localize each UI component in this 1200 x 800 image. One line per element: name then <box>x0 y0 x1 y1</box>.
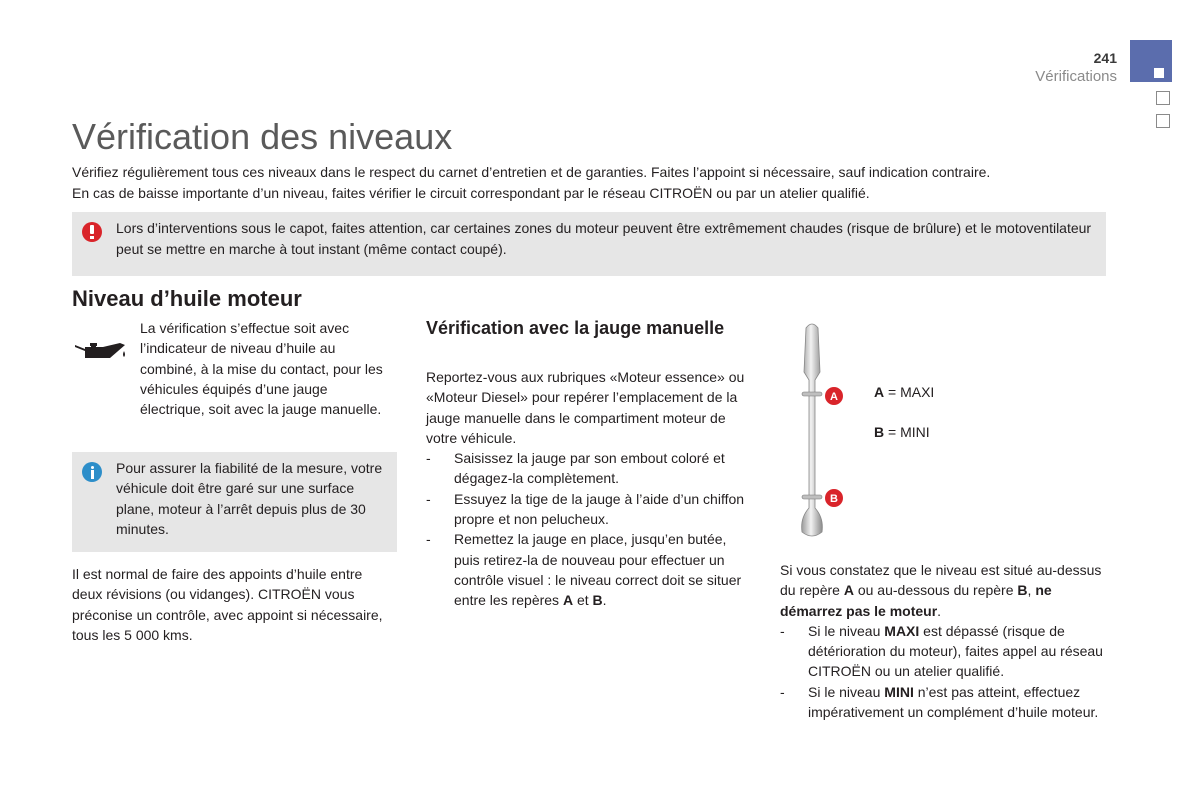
page-title: Vérification des niveaux <box>72 116 453 157</box>
level-check-body <box>780 560 1110 722</box>
steps-list <box>426 448 746 610</box>
level-check-list <box>780 621 1110 722</box>
info-box <box>72 452 397 552</box>
list-item: - Si le niveau MINI n’est pas atteint, effectuez impérativement un complément d’huile moteur. <box>780 683 1099 721</box>
info-icon <box>82 462 102 482</box>
list-item: - Saisissez la jauge par son embout coloré et dégagez-la complètement. <box>426 450 725 487</box>
dipstick-illustration <box>780 320 860 545</box>
oil-intro-text: La vérification s’effectue soit avec l’indicateur de niveau d’huile au combiné, à la mise du contact, pour les véhicules équipés d’une jauge électrique, soit avec la jauge manuelle. <box>140 320 383 418</box>
intro-text <box>72 162 1112 204</box>
marker-a-notch <box>802 392 822 396</box>
warning-box <box>72 212 1106 276</box>
oil-can-icon <box>72 338 128 364</box>
level-check-intro: Si vous constatez que le niveau est situé au-dessus du repère A ou au-dessous du repère B, ne démarrez pas le moteur. <box>780 562 1102 619</box>
section-tab-2[interactable] <box>1156 91 1170 105</box>
manual-gauge-intro: Reportez-vous aux rubriques «Moteur essence» ou «Moteur Diesel» pour repérer l’emplacement de la jauge manuelle dans le compartiment moteur de votre véhicule. <box>426 369 745 446</box>
marker-b-badge <box>824 488 844 508</box>
intro-line-2: En cas de baisse importante d’un niveau, faites vérifier le circuit correspondant par le réseau CITROËN ou par un atelier qualifié. <box>72 185 870 201</box>
svg-text:A: A <box>830 391 838 403</box>
marker-a-badge <box>824 386 844 406</box>
section-tab-3[interactable] <box>1156 114 1170 128</box>
tab-marker <box>1154 68 1164 78</box>
list-item: - Si le niveau MAXI est dépassé (risque de détérioration du moteur), faites appel au réseau CITROËN ou un atelier qualifié. <box>780 622 1103 680</box>
legend-b: B = MINI <box>874 424 930 440</box>
section-tab-active[interactable] <box>1130 40 1172 82</box>
svg-text:B: B <box>830 493 838 505</box>
manual-gauge-heading: Vérification avec la jauge manuelle <box>426 318 725 338</box>
section-name: Vérifications <box>1035 68 1117 85</box>
intro-line-1: Vérifiez régulièrement tous ces niveaux dans le respect du carnet d’entretien et de garanties. Faites l’appoint si nécessaire, sauf indication contraire. <box>72 164 991 180</box>
manual-gauge-body <box>426 367 746 611</box>
info-text: Pour assurer la fiabilité de la mesure, votre véhicule doit être garé sur une surface plane, moteur à l’arrêt depuis plus de 30 minutes. <box>116 460 383 537</box>
marker-b-notch <box>802 495 822 499</box>
page-number: 241 <box>1093 50 1117 66</box>
oil-topup-text: Il est normal de faire des appoints d’huile entre deux révisions (ou vidanges). CITROËN vous préconise un contrôle, avec appoint si nécessaire, tous les 5 000 kms. <box>72 566 383 643</box>
warning-icon <box>82 222 102 242</box>
list-item: - Essuyez la tige de la jauge à l’aide d’un chiffon propre et non pelucheux. <box>426 490 745 528</box>
warning-text: Lors d’interventions sous le capot, faites attention, car certaines zones du moteur peuvent être extrêmement chaudes (risque de brûlure) et le motoventilateur peut se mettre en marche à tout instant (même contact coupé). <box>116 220 1092 257</box>
oil-section-heading: Niveau d’huile moteur <box>72 286 302 311</box>
legend-a: A = MAXI <box>874 384 935 400</box>
list-item: - Remettez la jauge en place, jusqu’en butée, puis retirez-la de nouveau pour effectuer un contrôle visuel : le niveau correct doit se situer entre les repères A et B. <box>426 531 742 609</box>
